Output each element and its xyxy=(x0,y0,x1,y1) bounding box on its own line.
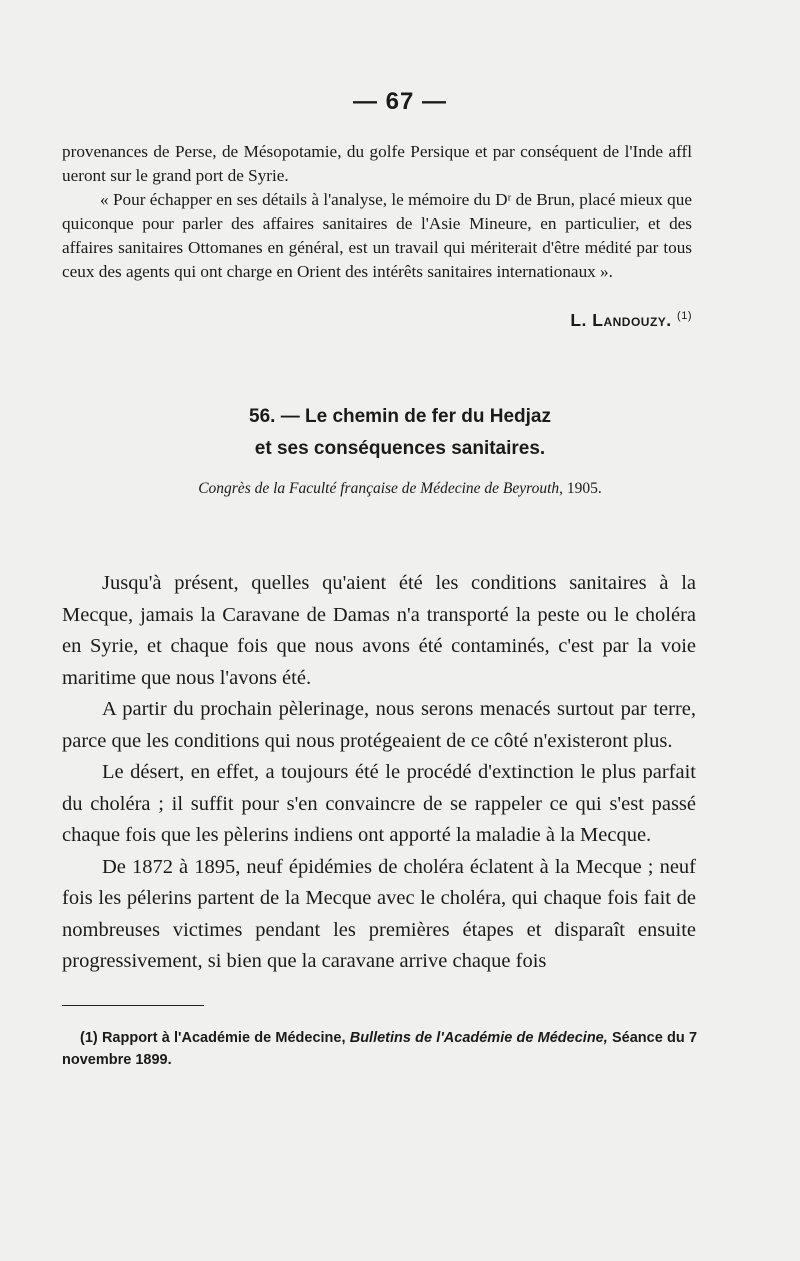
footnote-divider xyxy=(62,1005,204,1006)
intro-text xyxy=(62,140,692,284)
section-heading-line-1: 56. — Le chemin de fer du Hedjaz xyxy=(249,406,551,427)
body-paragraph-1: Jusqu'à présent, quelles qu'aient été les conditions sanitaires à la Mecque, jamais la Caravane de Damas n'a transporté la peste ou le choléra en Syrie, et chaque fois que nous avons été contaminés, c'est par la voie maritime que nous l'avons été. xyxy=(62,572,696,689)
footnote xyxy=(62,1027,697,1071)
body-paragraph-2: A partir du prochain pèlerinage, nous serons menacés surtout par terre, parce que les conditions qui nous protégeaient de ce côté n'existeront plus. xyxy=(62,698,696,752)
main-text xyxy=(62,568,696,978)
footnote-reference: (1) xyxy=(677,310,692,323)
section-heading-line-2: et ses conséquences sanitaires. xyxy=(254,438,546,459)
body-paragraph-4: De 1872 à 1895, neuf épidémies de choléra éclatent à la Mecque ; neuf fois les pélerins partent de la Mecque avec le choléra, qui chaque fois fait de nombreuses victimes pendant les premières étapes et disparaît ensuite progressivement, si bien que la caravane arrive chaque fois xyxy=(62,855,696,972)
intro-paragraph-2: « Pour échapper en ses détails à l'analyse, le mémoire du Dʳ de Brun, placé mieux que quiconque pour parler des affaires sanitaires de l'Asie Mineure, en particulier, et des affaires sanitaires Ottomanes en général, est un travail qui mériterait d'être médité par tous ceux des agents qui ont charge en Orient des intérêts sanitaires internationaux ». xyxy=(62,190,692,281)
footnote-journal: Bulletins de l'Académie de Médecine, xyxy=(349,1030,608,1046)
footnote-lead: (1) Rapport à l'Académie de Médecine, xyxy=(80,1030,346,1046)
footnote-tail: Séance du 7 novembre 1899. xyxy=(62,1030,698,1068)
section-source xyxy=(0,480,800,498)
page-number: — 67 — xyxy=(352,88,448,115)
source-citation: Congrès de la Faculté française de Médecine de Beyrouth, xyxy=(198,480,564,497)
body-paragraph-3: Le désert, en effet, a toujours été le procédé d'extinction le plus parfait du choléra ; il suffit pour s'en convaincre de se rappeler ce qui s'est passé chaque fois que les pèlerins indiens ont apporté la maladie à la Mecque. xyxy=(62,761,696,846)
intro-paragraph-1: provenances de Perse, de Mésopotamie, du golfe Persique et par conséquent de l'Inde affl ueront sur le grand port de Syrie. xyxy=(62,142,692,185)
author-signature xyxy=(570,310,692,331)
footnote-text xyxy=(62,1027,697,1071)
source-year: 1905. xyxy=(566,480,602,497)
signature-name: L. Landouzy. xyxy=(570,310,672,330)
